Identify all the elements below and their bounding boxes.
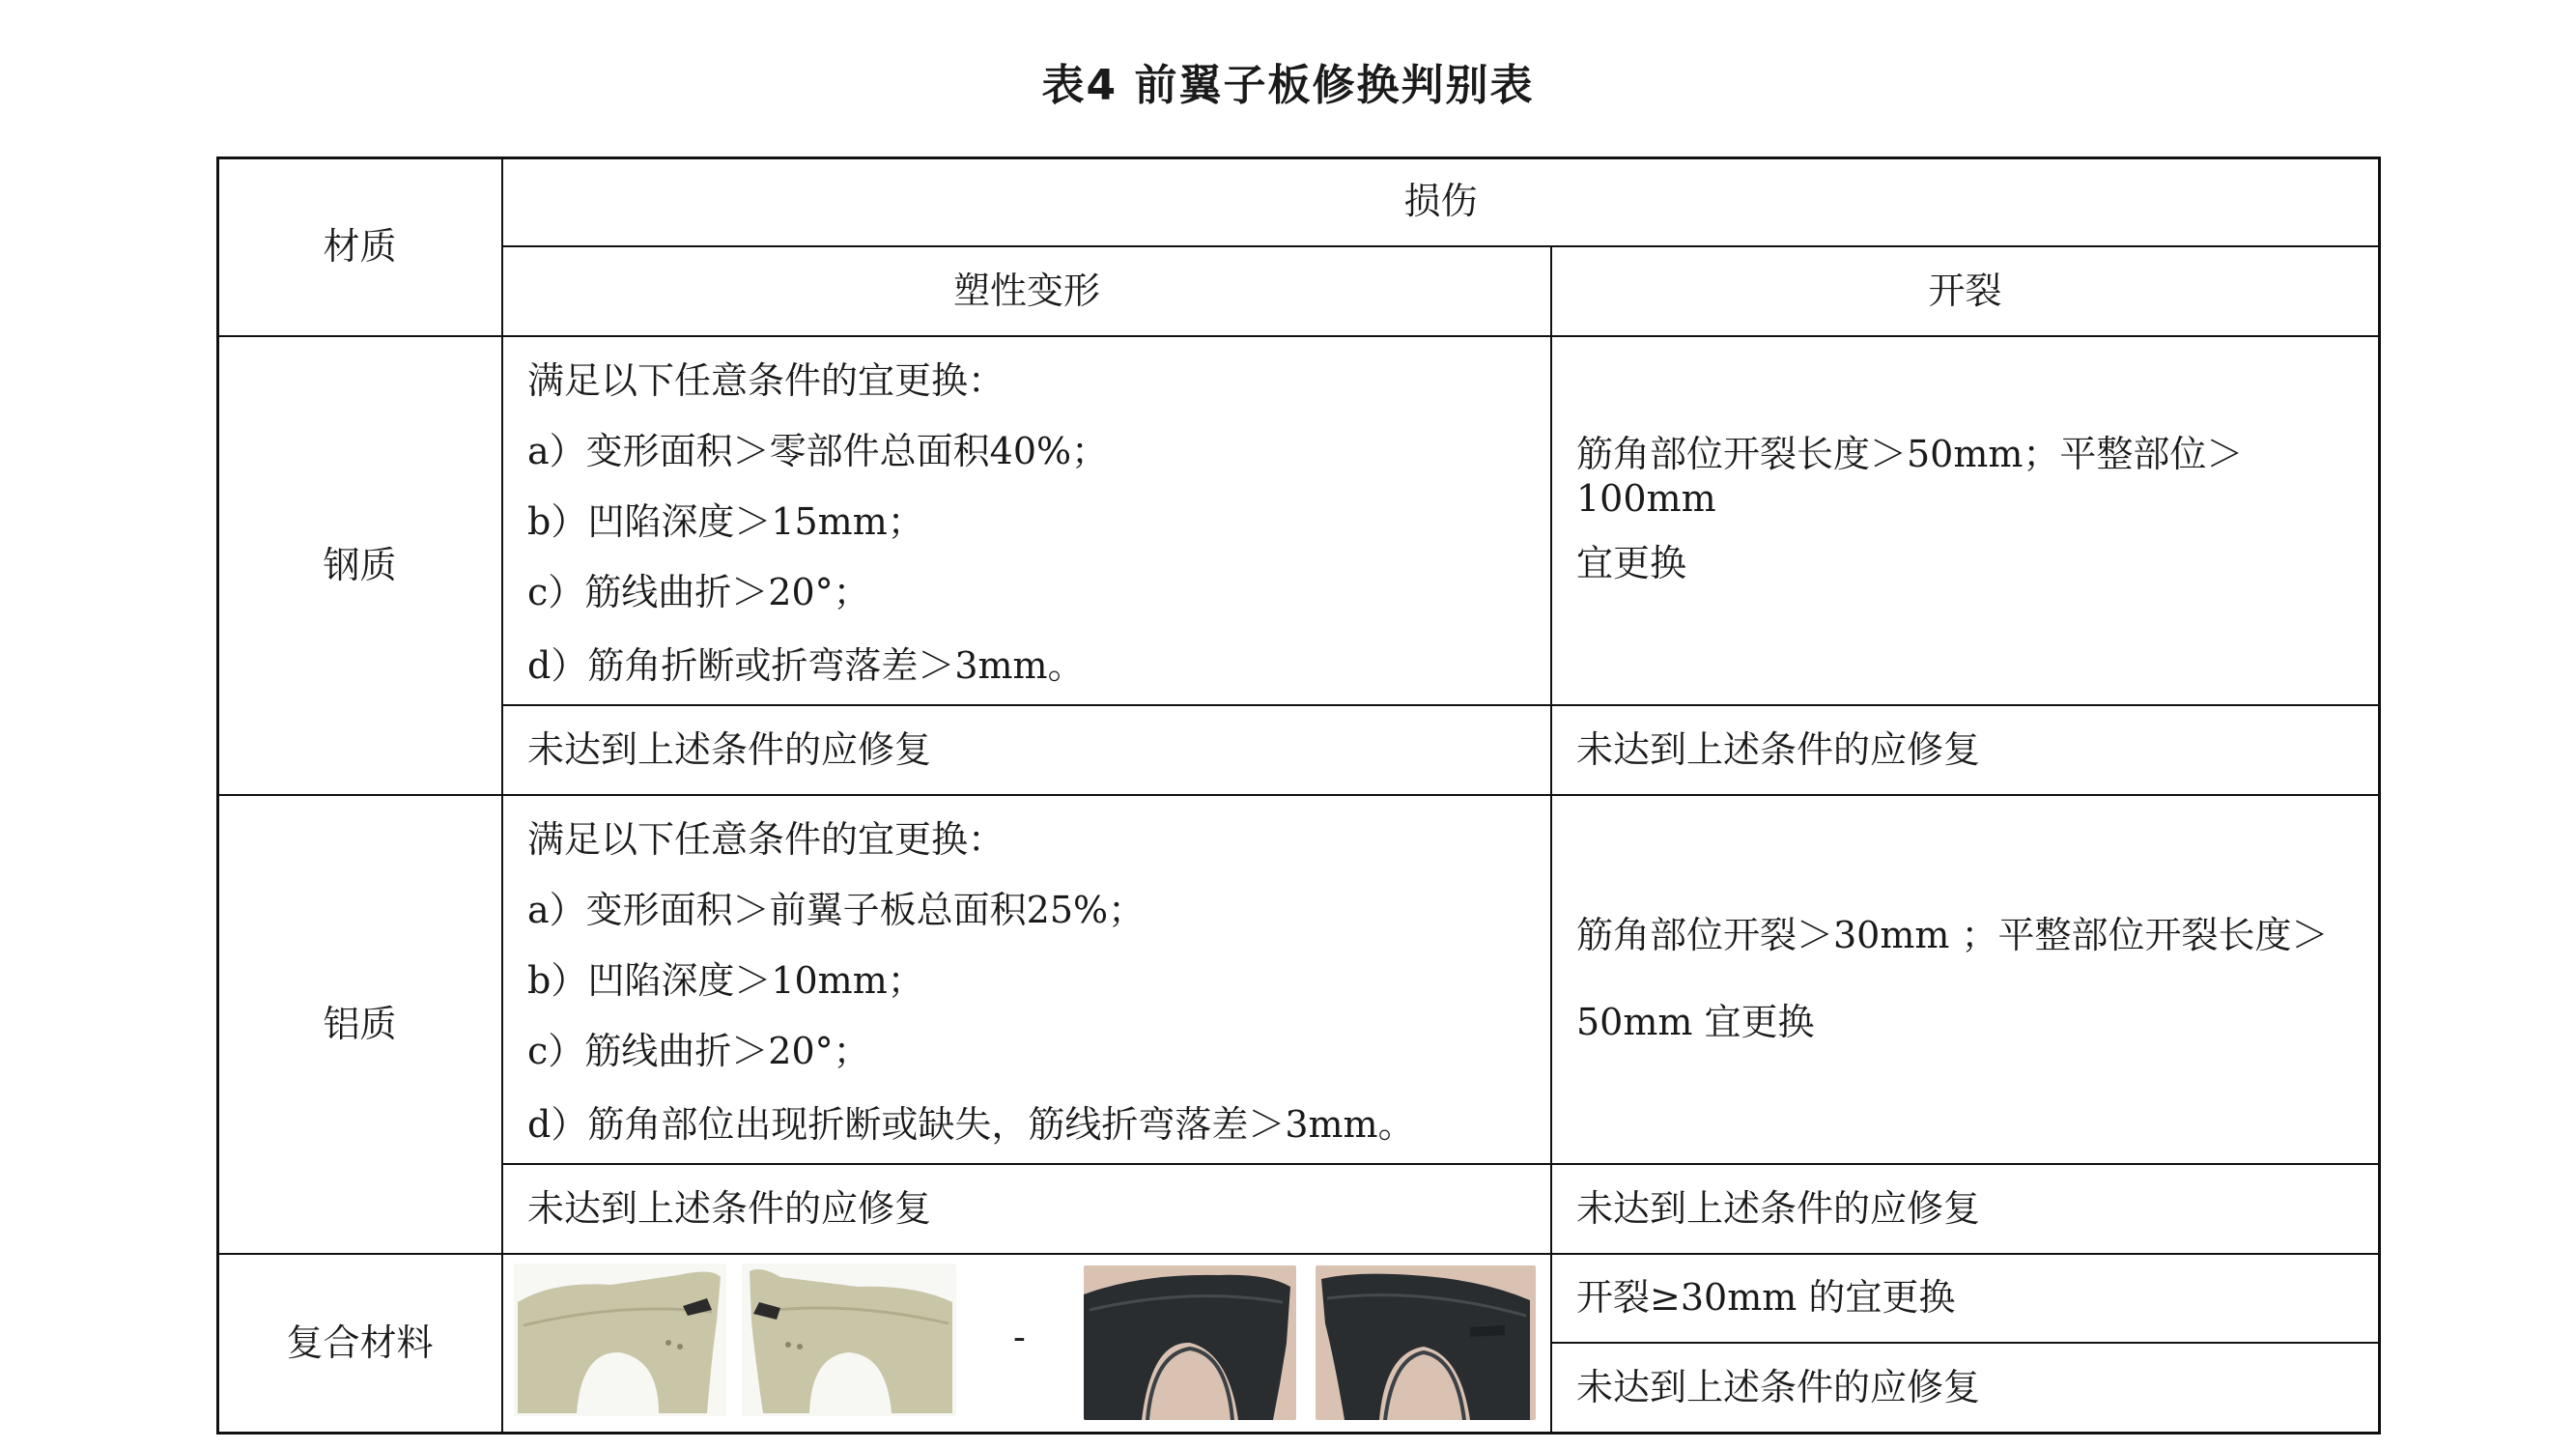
steel-crack-repair: 未达到上述条件的应修复 [1576, 727, 1981, 771]
header-crack: 开裂 [1928, 269, 2002, 312]
crack-line: 50mm 宜更换 [1576, 1001, 1815, 1044]
table-title: 表4 前翼子板修换判别表 [1041, 61, 1535, 110]
composite-dash: - [1013, 1316, 1026, 1358]
crack-line: 筋角部位开裂＞30mm ；平整部位开裂长度＞ [1576, 914, 2329, 957]
aluminum-crack-criteria [1551, 795, 2379, 1164]
black-fender-right-photo [1316, 1265, 1536, 1420]
aluminum-conditions [502, 795, 1551, 1164]
crack-line: 宜更换 [1576, 542, 1687, 585]
header-plastic: 塑性变形 [952, 269, 1100, 312]
divider-composite-crack [1550, 1342, 2381, 1344]
composite-crack-replace: 开裂≥30mm 的宜更换 [1576, 1276, 1956, 1320]
black-fender-left-photo [1084, 1265, 1296, 1420]
steel-plastic-repair: 未达到上述条件的应修复 [527, 727, 932, 771]
list-item: b）凹陷深度＞15mm； [527, 499, 924, 543]
beige-fender-left-photo [514, 1264, 726, 1416]
list-item: c）筋线曲折＞20°； [527, 1029, 870, 1072]
divider-steel-bottom [216, 794, 2381, 796]
divider-crack-col [1550, 245, 1552, 1435]
divider-aluminum-repair [501, 1163, 2381, 1165]
material-steel: 钢质 [323, 543, 397, 586]
list-item: a）变形面积＞前翼子板总面积25%； [527, 888, 1146, 931]
material-composite: 复合材料 [286, 1321, 434, 1364]
divider-aluminum-bottom [216, 1253, 2381, 1255]
material-aluminum: 铝质 [323, 1002, 397, 1045]
steel-crack-criteria [1551, 336, 2379, 705]
list-item: b）凹陷深度＞10mm； [527, 958, 924, 1002]
list-item: c）筋线曲折＞20°； [527, 570, 870, 613]
border-top [216, 156, 2381, 159]
list-item: d）筋角部位出现折断或缺失，筋线折弯落差＞3mm。 [527, 1103, 1415, 1147]
beige-fender-right-photo [742, 1264, 956, 1416]
divider-steel-repair [501, 704, 2381, 706]
list-item: 满足以下任意条件的宜更换： [527, 817, 1005, 861]
aluminum-crack-repair: 未达到上述条件的应修复 [1576, 1186, 1981, 1230]
border-bottom [216, 1432, 2381, 1435]
steel-conditions [502, 336, 1551, 705]
aluminum-plastic-repair: 未达到上述条件的应修复 [527, 1186, 932, 1230]
list-item: 满足以下任意条件的宜更换： [527, 358, 1005, 402]
header-damage: 损伤 [1403, 180, 1478, 223]
composite-crack-repair: 未达到上述条件的应修复 [1576, 1365, 1981, 1408]
divider-damage-header [501, 245, 2381, 247]
list-item: a）变形面积＞零部件总面积40%； [527, 429, 1109, 472]
divider-header-bottom [216, 335, 2381, 337]
header-material: 材质 [323, 224, 397, 268]
crack-line: 筋角部位开裂长度＞50mm；平整部位＞100mm [1576, 433, 2244, 520]
list-item: d）筋角折断或折弯落差＞3mm。 [527, 644, 1085, 688]
